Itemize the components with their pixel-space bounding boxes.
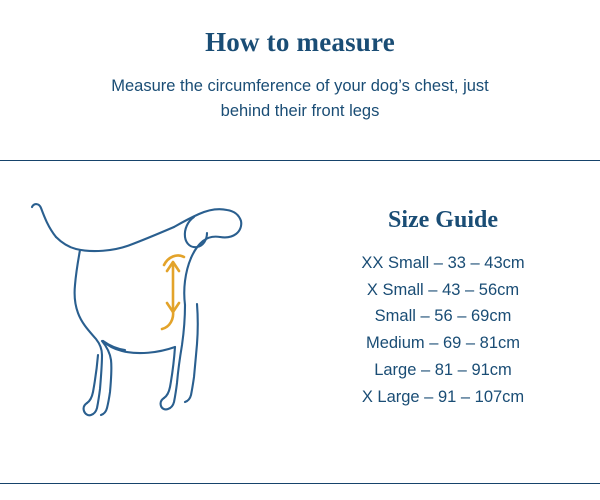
- footer-divider: [0, 483, 600, 484]
- size-row: Medium – 69 – 81cm: [365, 334, 521, 353]
- size-row: X Large – 91 – 107cm: [361, 387, 525, 406]
- size-row: Large – 81 – 91cm: [374, 360, 512, 379]
- size-row: X Small – 43 – 56cm: [366, 280, 520, 299]
- page-subtitle: Measure the circumference of your dog’s chest, just behind their front legs: [111, 76, 489, 121]
- header: [0, 0, 600, 125]
- size-row: Small – 56 – 69cm: [374, 307, 512, 326]
- page-title: How to measure: [205, 27, 395, 57]
- size-guide: [308, 207, 578, 410]
- main-content: [0, 161, 600, 500]
- measure-arrow-icon: [150, 243, 210, 353]
- size-guide-title: Size Guide: [387, 207, 498, 233]
- size-row: XX Small – 33 – 43cm: [361, 254, 525, 272]
